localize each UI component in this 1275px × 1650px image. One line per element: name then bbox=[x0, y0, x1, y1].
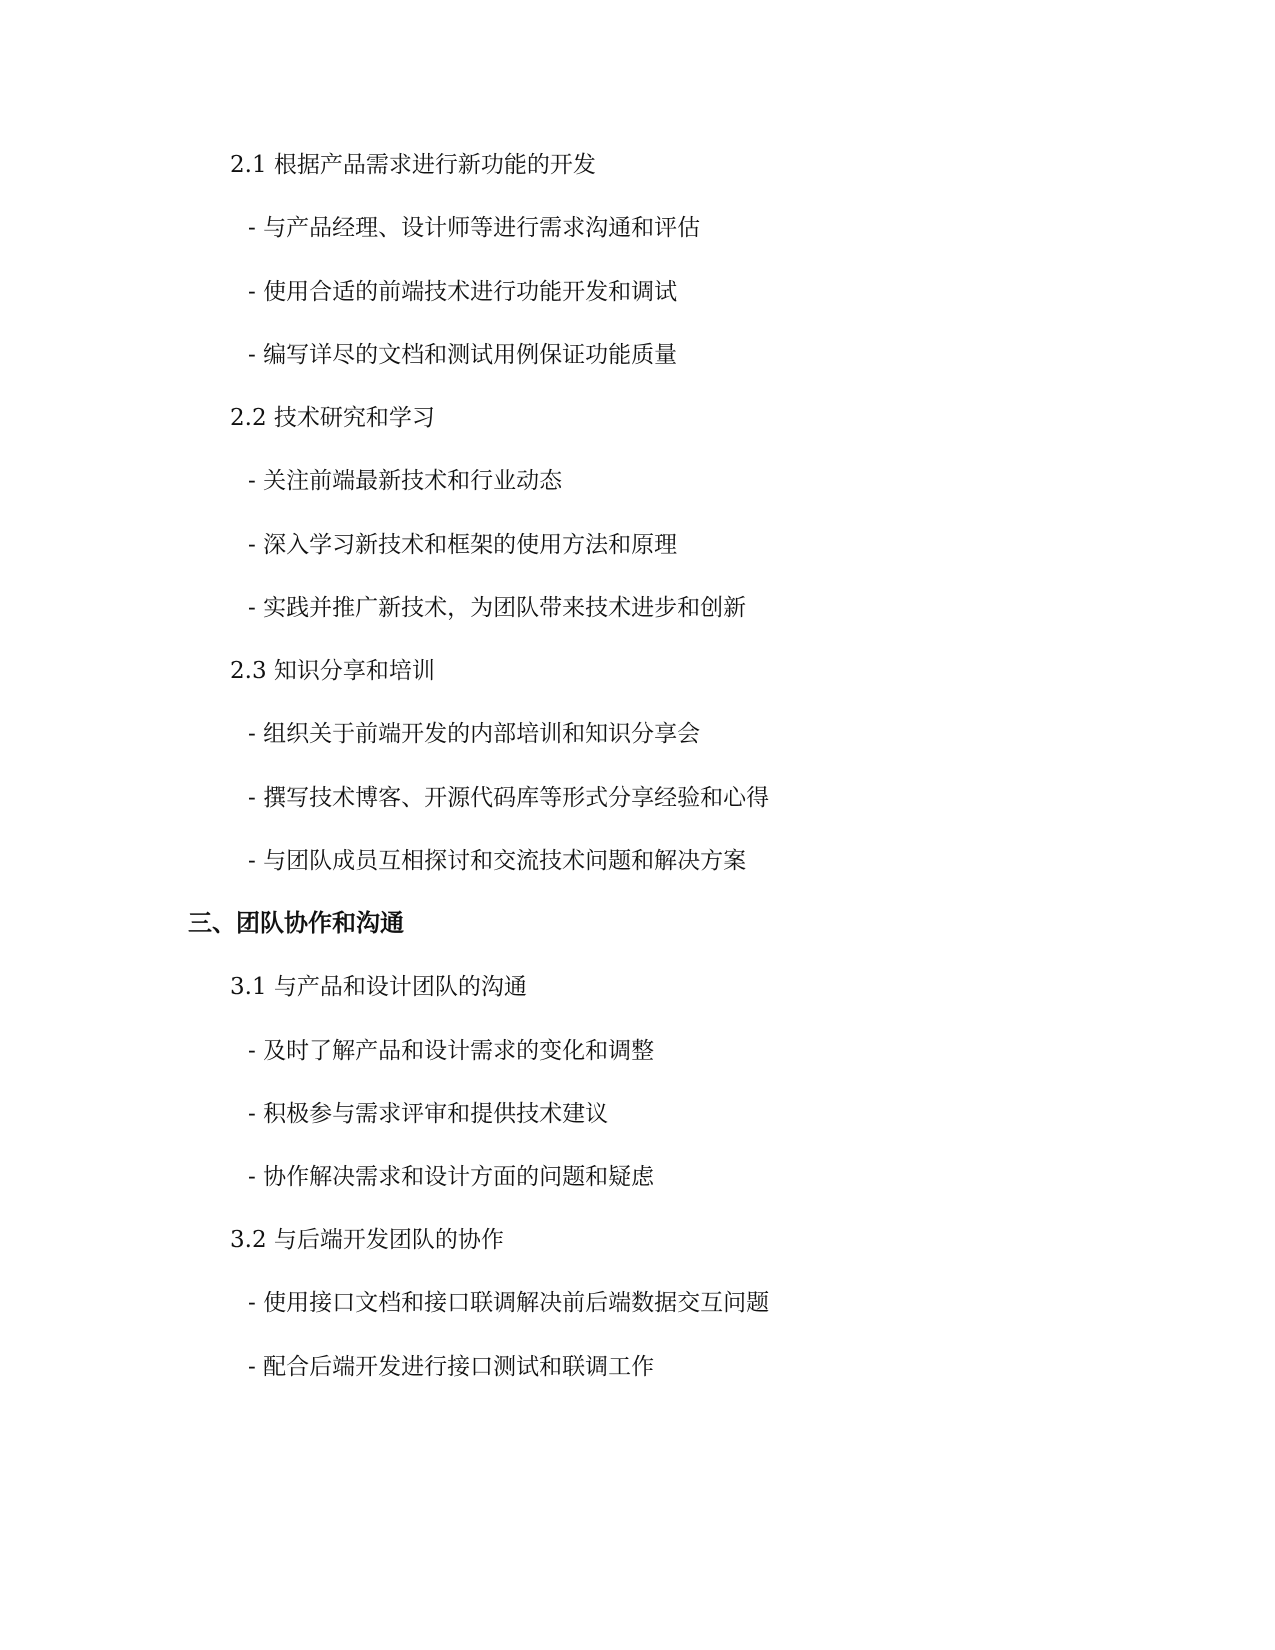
section-heading-3: 三、团队协作和沟通 bbox=[188, 909, 404, 937]
list-item: - 配合后端开发进行接口测试和联调工作 bbox=[248, 1354, 655, 1380]
list-item: - 撰写技术博客、开源代码库等形式分享经验和心得 bbox=[248, 785, 770, 811]
list-item: - 使用合适的前端技术进行功能开发和调试 bbox=[248, 279, 678, 305]
list-item: - 与团队成员互相探讨和交流技术问题和解决方案 bbox=[248, 848, 747, 874]
list-item: - 实践并推广新技术，为团队带来技术进步和创新 bbox=[248, 595, 747, 621]
subsection-title-3-2: 3.2 与后端开发团队的协作 bbox=[230, 1227, 504, 1253]
list-item: - 协作解决需求和设计方面的问题和疑虑 bbox=[248, 1164, 655, 1190]
subsection-title-2-3: 2.3 知识分享和培训 bbox=[230, 658, 435, 684]
list-item: - 与产品经理、设计师等进行需求沟通和评估 bbox=[248, 215, 701, 241]
subsection-title-2-2: 2.2 技术研究和学习 bbox=[230, 405, 435, 431]
list-item: - 使用接口文档和接口联调解决前后端数据交互问题 bbox=[248, 1290, 770, 1316]
list-item: - 编写详尽的文档和测试用例保证功能质量 bbox=[248, 342, 678, 368]
list-item: - 深入学习新技术和框架的使用方法和原理 bbox=[248, 532, 678, 558]
list-item: - 及时了解产品和设计需求的变化和调整 bbox=[248, 1038, 655, 1064]
list-item: - 积极参与需求评审和提供技术建议 bbox=[248, 1101, 609, 1127]
list-item: - 组织关于前端开发的内部培训和知识分享会 bbox=[248, 721, 701, 747]
subsection-title-2-1: 2.1 根据产品需求进行新功能的开发 bbox=[230, 152, 596, 178]
list-item: - 关注前端最新技术和行业动态 bbox=[248, 468, 563, 494]
subsection-title-3-1: 3.1 与产品和设计团队的沟通 bbox=[230, 974, 527, 1000]
